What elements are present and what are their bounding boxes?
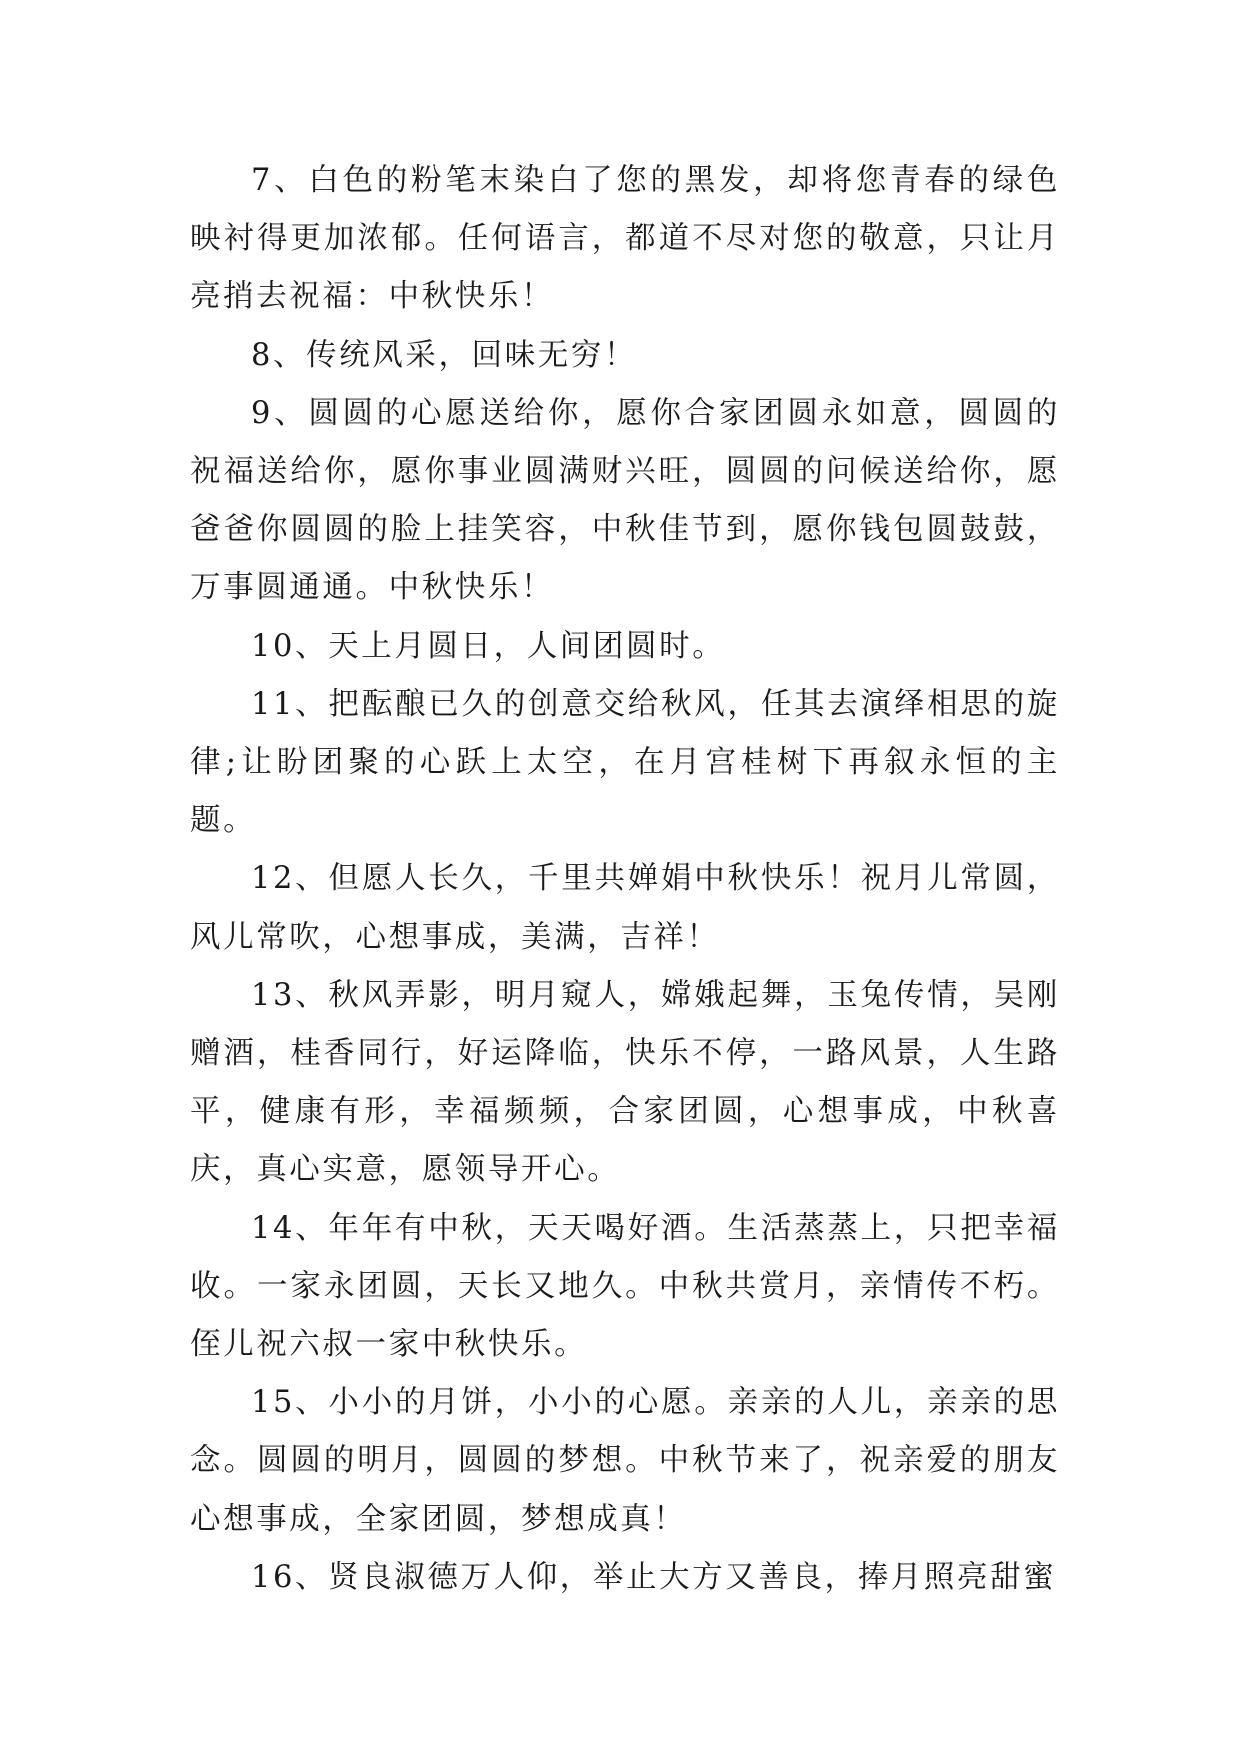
paragraph-12: 12、但愿人长久，千里共婵娟中秋快乐！祝月儿常圆，风儿常吹，心想事成，美满，吉祥！: [190, 861, 1060, 955]
paragraph-8: 8、传统风采，回味无穷！: [251, 337, 638, 373]
paragraph-7: 7、白色的粉笔末染白了您的黑发，却将您青春的绿色映衬得更加浓郁。任何语言，都道不尽对您的敬意，只让月亮捎去祝福：中秋快乐！: [190, 163, 1060, 315]
paragraph-16: 16、贤良淑德万人仰，举止大方又善良，捧月照亮甜蜜: [251, 1559, 1057, 1595]
document-page: [190, 152, 1060, 1607]
paragraph-14: 14、年年有中秋，天天喝好酒。生活蒸蒸上，只把幸福收。一家永团圆，天长又地久。中秋共赏月，亲情传不朽。侄儿祝六叔一家中秋快乐。: [190, 1210, 1060, 1363]
paragraph-10: 10、天上月圆日，人间团圆时。: [251, 628, 726, 664]
paragraph-15: 15、小小的月饼，小小的心愿。亲亲的人儿，亲亲的思念。圆圆的明月，圆圆的梦想。中秋节来了，祝亲爱的朋友心想事成，全家团圆，梦想成真！: [190, 1385, 1060, 1537]
paragraph-9: 9、圆圆的心愿送给你，愿你合家团圆永如意，圆圆的祝福送给你，愿你事业圆满财兴旺，圆圆的问候送给你，愿爸爸你圆圆的脸上挂笑容，中秋佳节到，愿你钱包圆鼓鼓，万事圆通通。中秋快乐！: [190, 395, 1060, 606]
paragraph-13: 13、秋风弄影，明月窥人，嫦娥起舞，玉兔传情，吴刚赠酒，桂香同行，好运降临，快乐不停，一路风景，人生路平，健康有形，幸福频频，合家团圆，心想事成，中秋喜庆，真心实意，愿领导开心。: [190, 977, 1060, 1188]
paragraph-11: 11、把酝酿已久的创意交给秋风，任其去演绎相思的旋律;让盼团聚的心跃上太空，在月宫桂树下再叙永恒的主题。: [190, 686, 1060, 839]
